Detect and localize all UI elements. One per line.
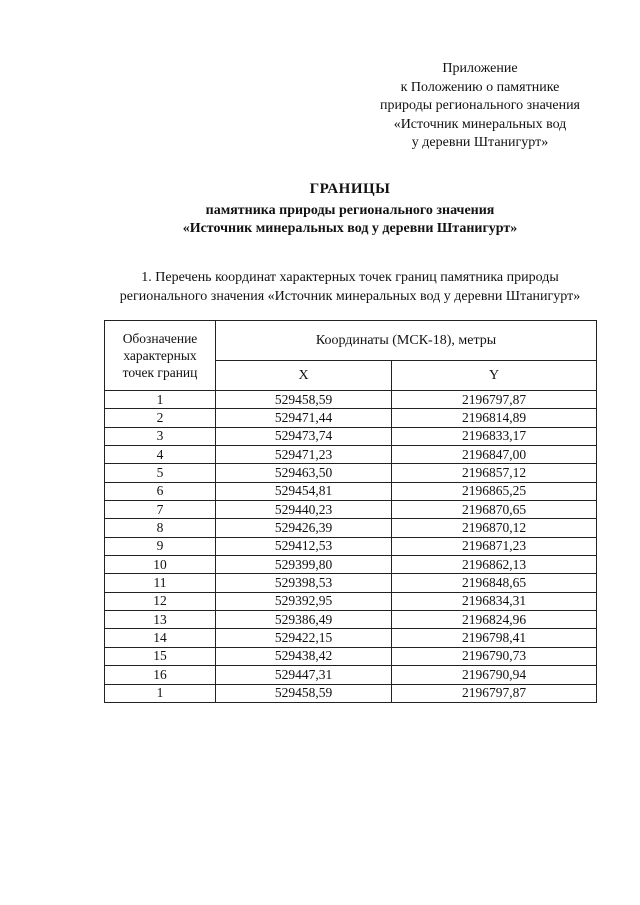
table-row <box>105 647 597 665</box>
table-row <box>105 519 597 537</box>
title-line: памятника природы регионального значения <box>205 203 495 218</box>
coordinates-table <box>104 320 597 703</box>
table-row <box>105 592 597 610</box>
point-label-header <box>105 321 216 391</box>
table-row <box>105 666 597 684</box>
x-coordinate-cell: 529458,59 <box>216 684 392 702</box>
point-number-cell: 12 <box>105 592 216 610</box>
y-coordinate-cell: 2196797,87 <box>392 684 597 702</box>
table-row <box>105 574 597 592</box>
header-label-line: Обозначение <box>122 331 198 346</box>
header-label-line: характерных <box>123 348 197 363</box>
header-label-line: точек границ <box>122 365 198 380</box>
table-row <box>105 427 597 445</box>
point-number-cell: 3 <box>105 427 216 445</box>
appendix-line: Приложение <box>442 61 518 76</box>
table-row <box>105 409 597 427</box>
y-coordinate-cell: 2196847,00 <box>392 446 597 464</box>
x-coordinate-cell: 529454,81 <box>216 482 392 500</box>
x-coordinate-cell: 529440,23 <box>216 501 392 519</box>
point-number-cell: 11 <box>105 574 216 592</box>
document-title <box>60 180 640 238</box>
x-coordinate-cell: 529458,59 <box>216 391 392 409</box>
point-number-cell: 14 <box>105 629 216 647</box>
appendix-line: у деревни Штанигурт» <box>411 135 549 150</box>
coords-header: Координаты (МСК-18), метры <box>216 321 597 361</box>
point-number-cell: 13 <box>105 611 216 629</box>
x-coordinate-cell: 529463,50 <box>216 464 392 482</box>
appendix-block <box>340 60 620 153</box>
point-number-cell: 15 <box>105 647 216 665</box>
point-number-cell: 7 <box>105 501 216 519</box>
x-coordinate-cell: 529471,23 <box>216 446 392 464</box>
table-row <box>105 611 597 629</box>
y-coordinate-cell: 2196797,87 <box>392 391 597 409</box>
table-row <box>105 537 597 555</box>
x-coordinate-cell: 529386,49 <box>216 611 392 629</box>
x-coordinate-cell: 529473,74 <box>216 427 392 445</box>
point-number-cell: 9 <box>105 537 216 555</box>
y-coordinate-cell: 2196857,12 <box>392 464 597 482</box>
x-coordinate-cell: 529447,31 <box>216 666 392 684</box>
point-number-cell: 2 <box>105 409 216 427</box>
y-coordinate-cell: 2196814,89 <box>392 409 597 427</box>
appendix-line: «Источник минеральных вод <box>393 116 567 132</box>
table-row <box>105 464 597 482</box>
point-number-cell: 16 <box>105 666 216 684</box>
intro-line: регионального значения «Источник минеральных вод у деревни Штанигурт» <box>119 289 581 304</box>
y-coordinate-cell: 2196871,23 <box>392 537 597 555</box>
y-coordinate-cell: 2196824,96 <box>392 611 597 629</box>
x-header: X <box>216 361 392 391</box>
x-coordinate-cell: 529422,15 <box>216 629 392 647</box>
intro-paragraph <box>60 268 640 306</box>
x-coordinate-cell: 529438,42 <box>216 647 392 665</box>
y-coordinate-cell: 2196865,25 <box>392 482 597 500</box>
point-number-cell: 6 <box>105 482 216 500</box>
y-coordinate-cell: 2196790,73 <box>392 647 597 665</box>
x-coordinate-cell: 529426,39 <box>216 519 392 537</box>
y-coordinate-cell: 2196870,12 <box>392 519 597 537</box>
point-number-cell: 8 <box>105 519 216 537</box>
y-coordinate-cell: 2196870,65 <box>392 501 597 519</box>
x-coordinate-cell: 529471,44 <box>216 409 392 427</box>
y-header: Y <box>392 361 597 391</box>
point-number-cell: 5 <box>105 464 216 482</box>
point-number-cell: 4 <box>105 446 216 464</box>
table-row <box>105 629 597 647</box>
title-main: ГРАНИЦЫ <box>309 181 391 197</box>
table-row <box>105 482 597 500</box>
point-number-cell: 1 <box>105 684 216 702</box>
point-number-cell: 1 <box>105 391 216 409</box>
table-row <box>105 501 597 519</box>
title-line: «Источник минеральных вод у деревни Штанигурт» <box>182 221 518 236</box>
intro-line: 1. Перечень координат характерных точек границ памятника природы <box>141 270 559 285</box>
table-row <box>105 684 597 702</box>
appendix-line: природы регионального значения <box>380 98 580 113</box>
table-row <box>105 391 597 409</box>
y-coordinate-cell: 2196834,31 <box>392 592 597 610</box>
x-coordinate-cell: 529398,53 <box>216 574 392 592</box>
y-coordinate-cell: 2196833,17 <box>392 427 597 445</box>
x-coordinate-cell: 529412,53 <box>216 537 392 555</box>
point-number-cell: 10 <box>105 556 216 574</box>
table-row <box>105 556 597 574</box>
y-coordinate-cell: 2196848,65 <box>392 574 597 592</box>
table-row <box>105 446 597 464</box>
y-coordinate-cell: 2196790,94 <box>392 666 597 684</box>
x-coordinate-cell: 529392,95 <box>216 592 392 610</box>
appendix-line: к Положению о памятнике <box>400 79 560 95</box>
y-coordinate-cell: 2196798,41 <box>392 629 597 647</box>
y-coordinate-cell: 2196862,13 <box>392 556 597 574</box>
x-coordinate-cell: 529399,80 <box>216 556 392 574</box>
